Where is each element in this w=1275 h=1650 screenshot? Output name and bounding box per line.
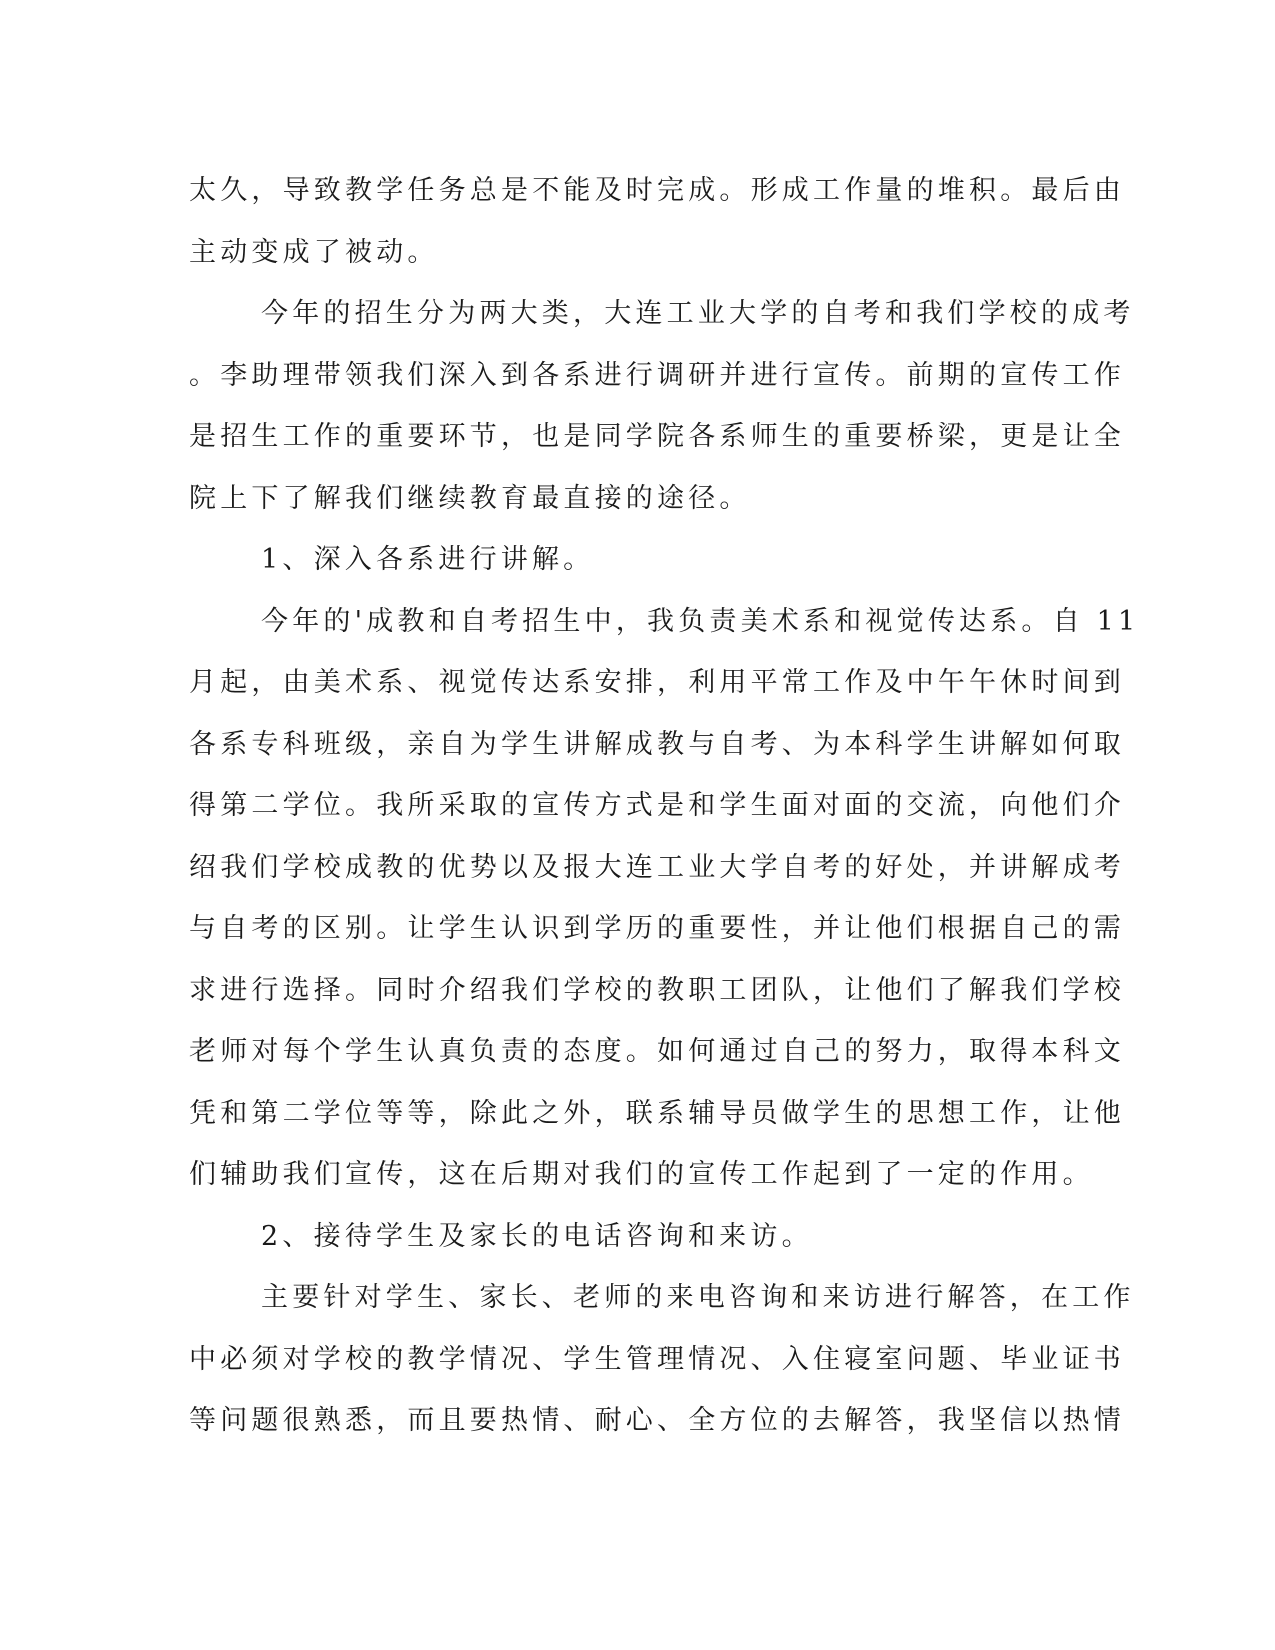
text-line-9: 月起，由美术系、视觉传达系安排，利用平常工作及中午午休时间到	[189, 667, 1125, 698]
text-line-5: 是招生工作的重要环节，也是同学院各系师生的重要桥梁，更是让全	[189, 421, 1125, 452]
text-line-13: 与自考的区别。让学生认识到学历的重要性，并让他们根据自己的需	[189, 913, 1125, 944]
text-line-14: 求进行选择。同时介绍我们学校的教职工团队，让他们了解我们学校	[189, 974, 1125, 1006]
text-line-20: 中必须对学校的教学情况、学生管理情况、入住寝室问题、毕业证书	[189, 1343, 1125, 1375]
text-line-19: 主要针对学生、家长、老师的来电咨询和来访进行解答，在工作	[261, 1282, 1135, 1313]
section-heading-1: 1、深入各系进行讲解。	[261, 544, 595, 575]
text-line-8: 今年的'成教和自考招生中，我负责美术系和视觉传达系。自 11	[261, 605, 1140, 637]
section-heading-2: 2、接待学生及家长的电话咨询和来访。	[261, 1220, 813, 1252]
text-line-15: 老师对每个学生认真负责的态度。如何通过自己的努力，取得本科文	[189, 1036, 1125, 1067]
text-line-1: 太久，导致教学任务总是不能及时完成。形成工作量的堆积。最后由	[189, 175, 1125, 206]
text-line-2: 主动变成了被动。	[189, 236, 439, 268]
text-line-17: 们辅助我们宣传，这在后期对我们的宣传工作起到了一定的作用。	[189, 1159, 1094, 1190]
text-line-12: 绍我们学校成教的优势以及报大连工业大学自考的好处，并讲解成考	[189, 851, 1125, 883]
text-line-10: 各系专科班级，亲自为学生讲解成教与自考、为本科学生讲解如何取	[189, 728, 1125, 760]
document-body	[189, 160, 1140, 1452]
text-line-16: 凭和第二学位等等，除此之外，联系辅导员做学生的思想工作，让他	[189, 1097, 1125, 1129]
text-line-11: 得第二学位。我所采取的宣传方式是和学生面对面的交流，向他们介	[189, 790, 1125, 821]
text-line-3: 今年的招生分为两大类，大连工业大学的自考和我们学校的成考	[261, 298, 1135, 329]
text-line-4: 。李助理带领我们深入到各系进行调研并进行宣传。前期的宣传工作	[189, 359, 1125, 391]
text-line-6: 院上下了解我们继续教育最直接的途径。	[189, 482, 751, 514]
text-line-21: 等问题很熟悉，而且要热情、耐心、全方位的去解答，我坚信以热情	[189, 1405, 1125, 1436]
